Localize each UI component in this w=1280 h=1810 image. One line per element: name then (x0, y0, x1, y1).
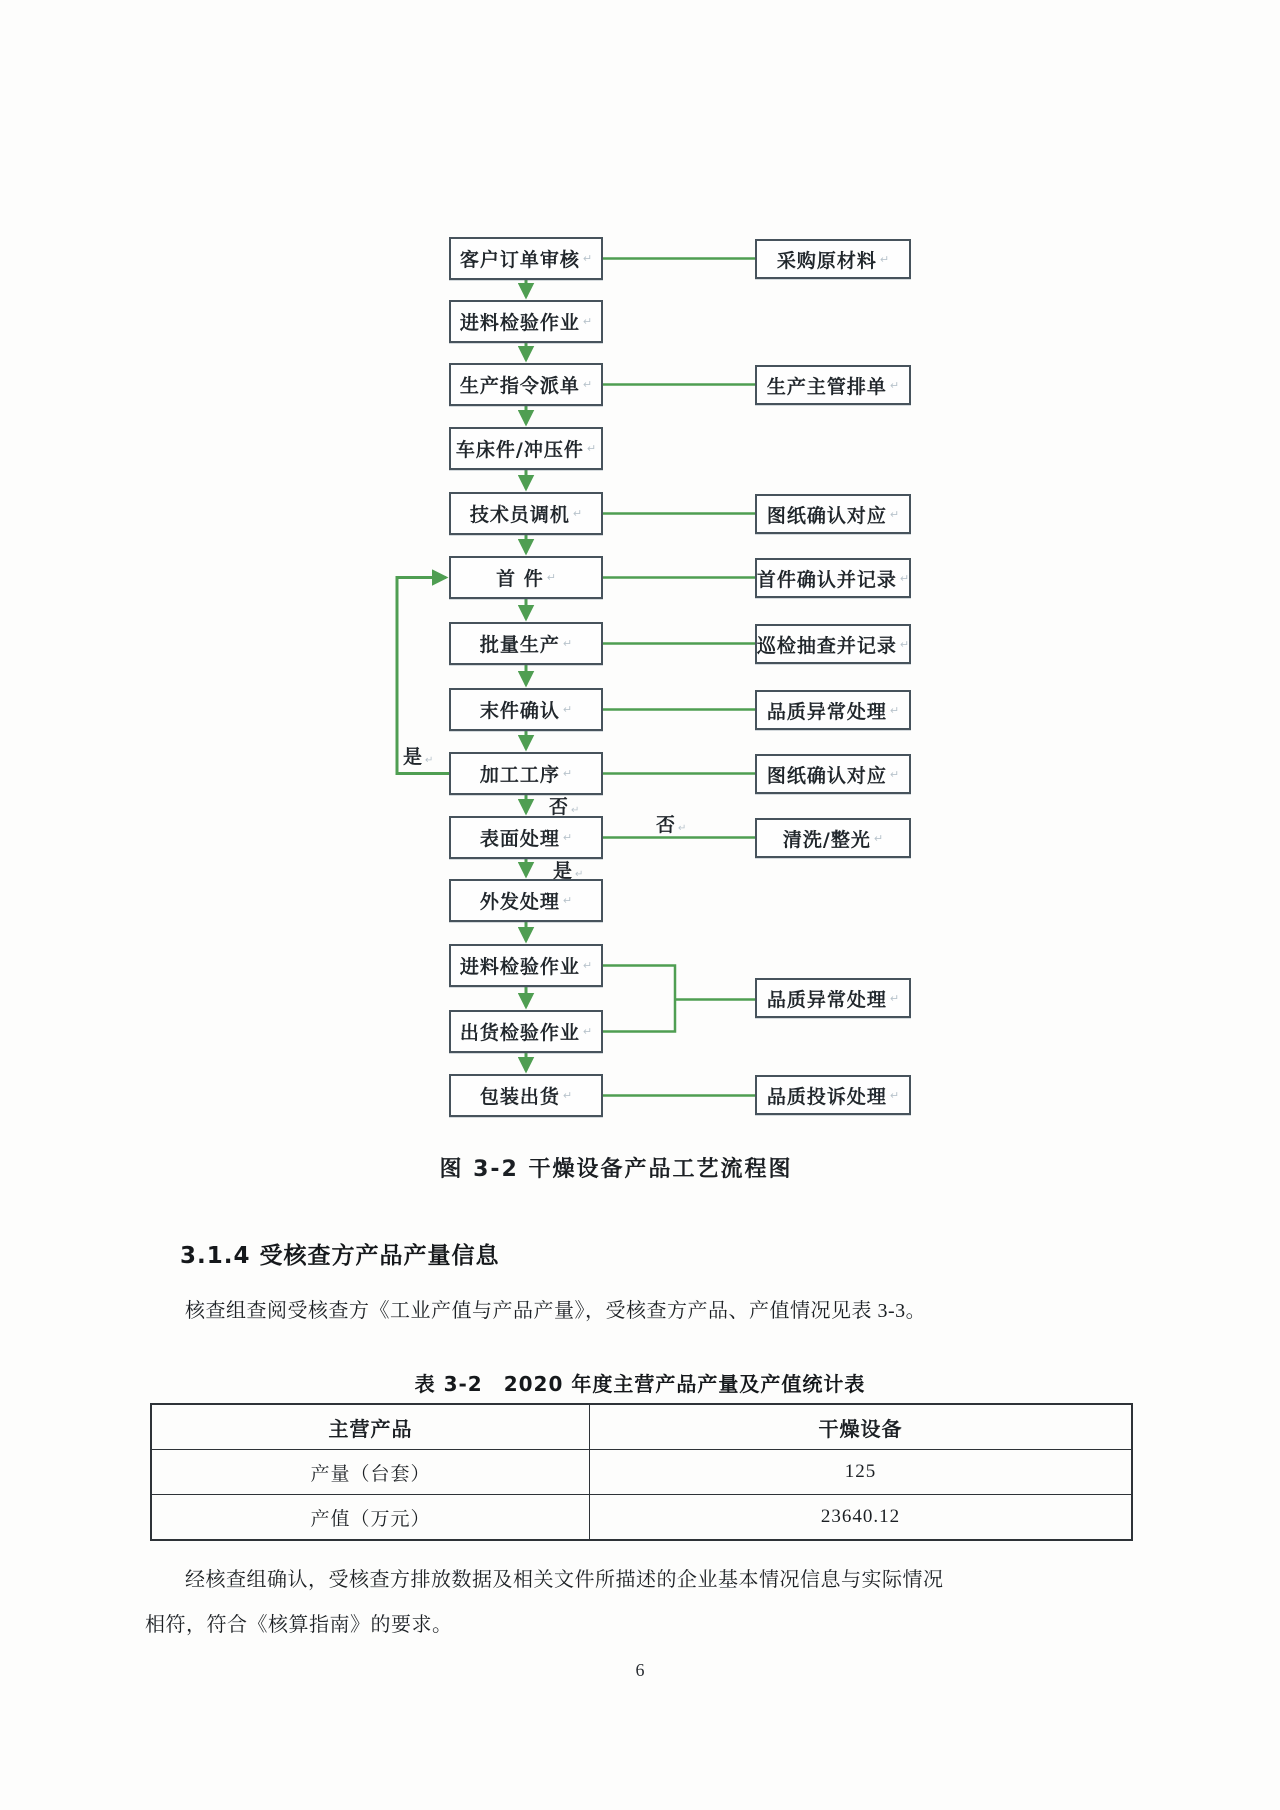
return-mark: ↵ (562, 637, 573, 650)
flow-node-label: 进料检验作业 (459, 956, 580, 978)
flow-node-incoming-inspection-2 (449, 944, 603, 987)
return-mark: ↵ (889, 507, 900, 521)
flow-node-surface-treatment (449, 816, 603, 859)
body-paragraph-1: 核查组查阅受核查方《工业产值与产品产量》，受核查方产品、产值情况见表 3-3。 (185, 1300, 927, 1322)
flow-node-label: 车床件/冲压件 (455, 439, 584, 461)
decision-label-yes-surface (553, 856, 583, 883)
flow-node-quality-exception-2 (755, 978, 911, 1018)
table-row (151, 1495, 1132, 1541)
flow-node-drawing-confirmation (755, 494, 911, 534)
paragraph-line: 相符，符合《核算指南》的要求。 (145, 1614, 453, 1636)
table-cell-value-label: 产值（万元） (151, 1495, 590, 1541)
return-mark: ↵ (889, 991, 900, 1005)
return-mark: ↵ (582, 252, 593, 265)
flow-node-label: 包装出货 (479, 1086, 560, 1108)
flow-node-label: 图纸确认对应 (766, 504, 887, 527)
section-heading: 3.1.4 受核查方产品产量信息 (180, 1243, 500, 1269)
return-mark: ↵ (425, 755, 434, 766)
decision-label-no-after-process (549, 792, 579, 819)
table-header-main-product: 主营产品 (151, 1404, 590, 1450)
return-mark: ↵ (562, 894, 573, 907)
return-mark: ↵ (889, 703, 900, 717)
flow-node-label: 外发处理 (479, 891, 560, 913)
flow-node-label: 品质异常处理 (766, 700, 887, 723)
return-mark: ↵ (678, 823, 687, 834)
flow-node-label: 出货检验作业 (459, 1022, 580, 1044)
flow-node-label: 首件确认并记录 (756, 568, 897, 591)
return-mark: ↵ (562, 703, 573, 716)
flow-node-label: 采购原材料 (776, 249, 877, 272)
flow-node-technician-machine-setup (449, 492, 603, 535)
return-mark: ↵ (889, 1088, 900, 1102)
page-number: 6 (635, 1660, 645, 1680)
flow-node-outsourced-treatment (449, 879, 603, 922)
flow-node-supervisor-scheduling (755, 365, 911, 405)
flow-node-drawing-confirmation-2 (755, 754, 911, 794)
return-mark: ↵ (562, 767, 573, 780)
table-header-row (151, 1404, 1132, 1450)
flow-node-label: 生产主管排单 (766, 375, 887, 398)
table-cell-output-label: 产量（台套） (151, 1450, 590, 1495)
flow-node-label: 图纸确认对应 (766, 764, 887, 787)
flow-node-patrol-inspection-record (755, 624, 911, 664)
table-row (151, 1450, 1132, 1495)
return-mark: ↵ (562, 831, 573, 844)
paragraph-line: 经核查组确认，受核查方排放数据及相关文件所描述的企业基本情况信息与实际情况 (185, 1569, 944, 1591)
flow-node-label: 技术员调机 (469, 504, 570, 526)
flow-node-batch-production (449, 622, 603, 665)
return-mark: ↵ (899, 637, 910, 651)
flow-node-last-article-confirm (449, 688, 603, 731)
return-mark: ↵ (879, 252, 890, 266)
return-mark: ↵ (571, 805, 580, 816)
flow-node-label: 批量生产 (479, 634, 560, 656)
return-mark: ↵ (546, 571, 556, 584)
table-caption: 表 3-2 2020 年度主营产品产量及产值统计表 (414, 1372, 866, 1396)
flow-node-label: 加工工序 (479, 764, 560, 786)
flow-node-label: 表面处理 (479, 828, 560, 850)
flow-node-packing-shipment (449, 1074, 603, 1117)
flow-node-cleaning-polishing (755, 818, 911, 858)
return-mark: ↵ (899, 571, 910, 585)
decision-text: 否 (549, 796, 569, 818)
table-cell-output-value: 125 (590, 1450, 1133, 1495)
flow-node-customer-order-review (449, 237, 603, 280)
return-mark: ↵ (575, 869, 584, 880)
flow-node-label: 末件确认 (479, 700, 560, 722)
return-mark: ↵ (582, 1025, 593, 1038)
flow-node-label: 品质异常处理 (766, 988, 887, 1011)
flow-node-processing-step (449, 752, 603, 795)
return-mark: ↵ (889, 767, 900, 781)
flow-node-label: 生产指令派单 (459, 375, 580, 397)
flow-node-lathe-stamping-parts (449, 427, 603, 470)
flow-node-label: 巡检抽查并记录 (756, 634, 897, 657)
product-output-table (150, 1403, 1133, 1541)
flow-node-first-article-record (755, 558, 911, 598)
flow-node-production-order-dispatch (449, 363, 603, 406)
flow-node-label: 进料检验作业 (459, 312, 580, 334)
flow-node-label: 客户订单审核 (459, 249, 580, 271)
flow-node-label: 首 件 (496, 568, 544, 590)
table-header-drying-equipment: 干燥设备 (590, 1404, 1133, 1450)
flow-node-first-article (449, 556, 603, 599)
decision-text: 是 (403, 746, 423, 768)
flow-node-incoming-inspection (449, 300, 603, 343)
body-paragraph-2 (145, 1558, 1140, 1648)
flow-node-outgoing-inspection (449, 1010, 603, 1053)
decision-text: 是 (553, 860, 573, 882)
return-mark: ↵ (562, 1089, 573, 1102)
decision-label-no-surface (656, 810, 686, 837)
return-mark: ↵ (582, 378, 593, 391)
figure-caption: 图 3-2 干燥设备产品工艺流程图 (439, 1157, 793, 1182)
decision-label-yes-loop (403, 742, 433, 769)
flow-node-quality-complaint (755, 1075, 911, 1115)
flow-node-quality-exception (755, 690, 911, 730)
return-mark: ↵ (586, 442, 597, 455)
table-cell-value-value: 23640.12 (590, 1495, 1133, 1541)
flow-node-purchase-raw-materials (755, 239, 911, 279)
return-mark: ↵ (572, 507, 583, 520)
flow-node-label: 品质投诉处理 (766, 1085, 887, 1108)
flow-node-label: 清洗/整光 (782, 828, 871, 851)
return-mark: ↵ (582, 959, 593, 972)
return-mark: ↵ (582, 315, 593, 328)
decision-text: 否 (656, 814, 676, 836)
return-mark: ↵ (889, 378, 900, 392)
return-mark: ↵ (873, 831, 884, 845)
